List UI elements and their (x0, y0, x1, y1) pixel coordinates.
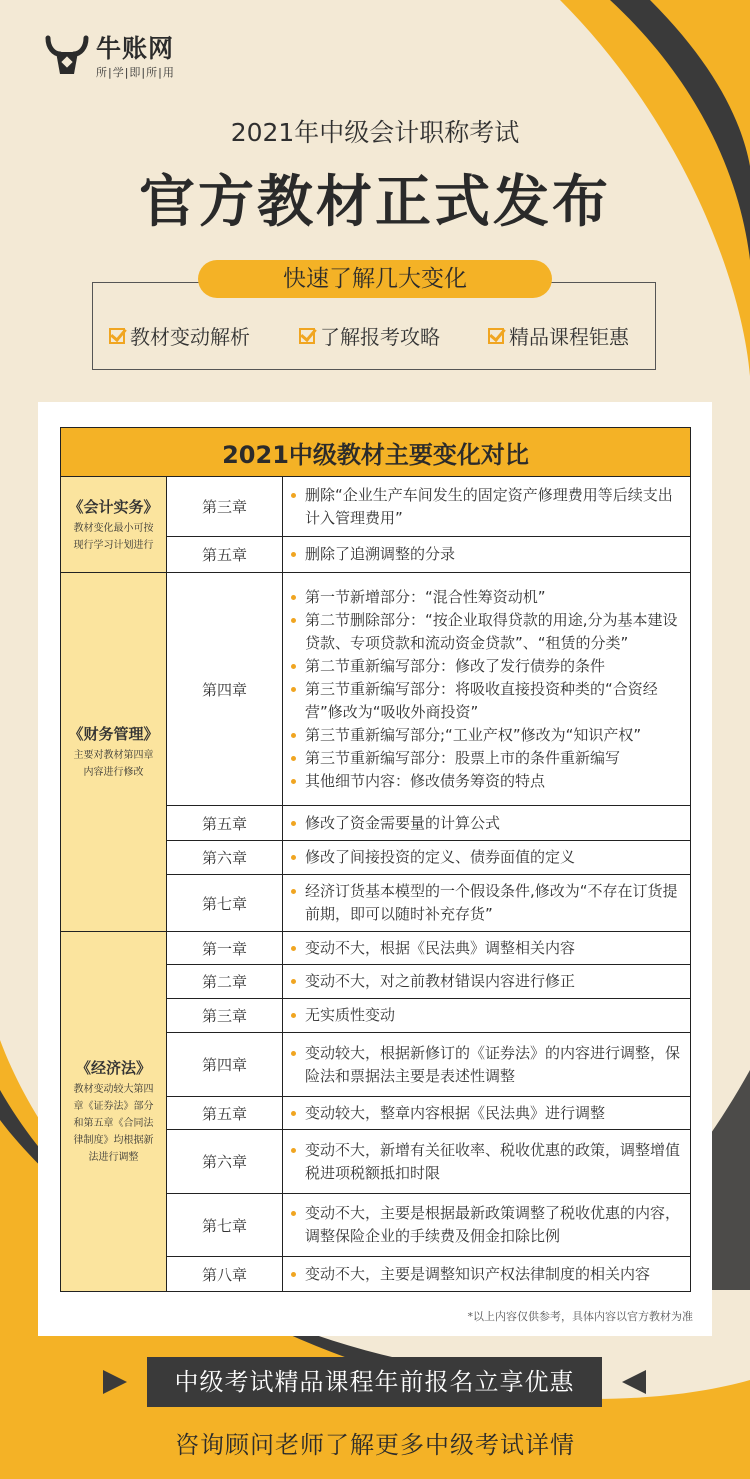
chapter-cell: 第二章 (167, 965, 283, 999)
chapter-cell: 第三章 (167, 999, 283, 1033)
chapter-cell: 第八章 (167, 1257, 283, 1292)
change-item: 修改了资金需要量的计算公式 (283, 812, 690, 835)
chapter-cell: 第五章 (167, 806, 283, 841)
brand-logo (44, 34, 175, 80)
subject-name: 《财务管理》 (68, 725, 159, 743)
change-item: 第三节重新编写部分：股票上市的条件重新编写 (283, 747, 690, 770)
change-item: 修改了间接投资的定义、债券面值的定义 (283, 846, 690, 869)
subject-desc: 主要对教材第四章 内容进行修改 (73, 750, 154, 778)
change-item: 第三节重新编写部分;“工业产权”修改为“知识产权” (283, 724, 690, 747)
change-item: 变动不大，主要是调整知识产权法律制度的相关内容 (283, 1263, 690, 1286)
checkbox-icon (488, 328, 504, 344)
feature-item (109, 321, 250, 350)
chapter-cell: 第七章 (167, 875, 283, 932)
change-item: 变动较大，整章内容根据《民法典》进行调整 (283, 1102, 690, 1125)
change-item: 经济订货基本模型的一个假设条件,修改为“不存在订货提前期，即可以随时补充存货” (283, 880, 690, 926)
change-item: 变动不大，根据《民法典》调整相关内容 (283, 937, 690, 960)
change-item: 变动不大，新增有关征收率、税收优惠的政策，调整增值税进项税额抵扣时限 (283, 1139, 690, 1185)
change-cell (283, 999, 691, 1033)
change-cell (283, 1257, 691, 1292)
change-item: 第二节删除部分：“按企业取得贷款的用途,分为基本建设贷款、专项贷款和流动资金贷款”、“租赁的分类” (283, 609, 690, 655)
highlight-pill: 快速了解几大变化 (198, 260, 552, 298)
chapter-cell: 第五章 (167, 537, 283, 573)
change-item: 第二节重新编写部分：修改了发行债券的条件 (283, 655, 690, 678)
change-cell (283, 806, 691, 841)
change-item: 无实质性变动 (283, 1004, 690, 1027)
change-cell (283, 1130, 691, 1194)
feature-item (488, 321, 629, 350)
arrow-right-icon (103, 1370, 127, 1394)
change-item: 第一节新增部分：“混合性筹资动机” (283, 586, 690, 609)
change-cell (283, 1194, 691, 1257)
table-row (61, 573, 691, 806)
change-cell (283, 965, 691, 999)
checkbox-icon (109, 328, 125, 344)
comparison-table (60, 427, 691, 1292)
footer-text: 咨询顾问老师了解更多中级考试详情 (175, 1431, 575, 1459)
table-row (61, 477, 691, 537)
change-cell (283, 932, 691, 965)
change-item: 第三节重新编写部分：将吸收直接投资种类的“合资经营”修改为“吸收外商投资” (283, 678, 690, 724)
chapter-cell: 第一章 (167, 932, 283, 965)
change-item: 变动不大，对之前教材错误内容进行修正 (283, 970, 690, 993)
feature-label: 精品课程钜惠 (509, 325, 629, 349)
page-title: 官方教材正式发布 (139, 170, 611, 235)
chapter-cell: 第六章 (167, 841, 283, 875)
chapter-cell: 第五章 (167, 1097, 283, 1130)
disclaimer-note: *以上内容仅供参考，具体内容以官方教材为准 (467, 1310, 693, 1323)
exam-subtitle: 2021年中级会计职称考试 (230, 118, 520, 147)
brand-slogan: 所|学|即|所|用 (96, 66, 175, 79)
subject-cell (61, 573, 167, 932)
subject-cell (61, 932, 167, 1292)
chapter-cell: 第三章 (167, 477, 283, 537)
change-item: 其他细节内容：修改债务筹资的特点 (283, 770, 690, 793)
feature-label: 教材变动解析 (130, 325, 250, 349)
table-title: 2021中级教材主要变化对比 (61, 428, 691, 477)
change-cell (283, 1033, 691, 1097)
change-item: 删除了追溯调整的分录 (283, 543, 690, 566)
change-item: 删除“企业生产车间发生的固定资产修理费用等后续支出计入管理费用” (283, 484, 690, 530)
enroll-banner-button[interactable]: 中级考试精品课程年前报名立享优惠 (147, 1357, 602, 1407)
subject-name: 《会计实务》 (68, 497, 159, 516)
subject-desc: 教材变化最小可按 现行学习计划进行 (73, 522, 154, 551)
change-cell (283, 477, 691, 537)
brand-name: 牛账网 (96, 34, 175, 63)
feature-label: 了解报考攻略 (320, 325, 440, 349)
checkbox-icon (299, 328, 315, 344)
table-row (61, 932, 691, 965)
subject-desc: 教材变动较大第四 章《证券法》部分 和第五章《合同法 律制度》均根据新 法进行调整 (73, 1084, 154, 1163)
bull-logo-icon (44, 34, 90, 78)
change-cell (283, 1097, 691, 1130)
chapter-cell: 第七章 (167, 1194, 283, 1257)
chapter-cell: 第六章 (167, 1130, 283, 1194)
feature-item (299, 321, 440, 350)
change-cell (283, 841, 691, 875)
change-cell (283, 537, 691, 573)
subject-name: 《经济法》 (75, 1059, 151, 1077)
change-item: 变动较大，根据新修订的《证券法》的内容进行调整，保险法和票据法主要是表述性调整 (283, 1042, 690, 1088)
chapter-cell: 第四章 (167, 1033, 283, 1097)
change-cell (283, 875, 691, 932)
change-cell (283, 573, 691, 806)
chapter-cell: 第四章 (167, 573, 283, 806)
arrow-left-icon (622, 1370, 646, 1394)
change-item: 变动不大，主要是根据最新政策调整了税收优惠的内容，调整保险企业的手续费及佣金扣除比例 (283, 1202, 690, 1248)
subject-cell (61, 477, 167, 573)
